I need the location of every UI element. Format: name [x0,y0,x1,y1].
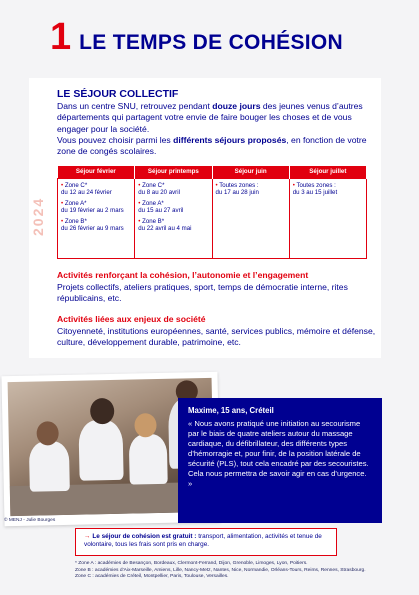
table-header: Séjour juin [212,166,289,178]
note-bold: Le séjour de cohésion est gratuit : [92,533,197,540]
table-header: Séjour juillet [289,166,366,178]
sejour-table [57,166,367,259]
intro-text: des jeunes venus d’autres départements qui partagent votre envie de faire bouger les choses et de vous engager pour la société. [57,101,363,134]
table-header: Séjour février [58,166,135,178]
table-header: Séjour printemps [135,166,212,178]
table-cell [135,178,212,258]
footnote-line: Zone B : académies d’Aix-Marseille, Amiens, Lille, Nancy-Metz, Nantes, Nice, Normandie, Orléans-Tours, Reims, Rennes, Strasbourg. [75,567,366,573]
zone-entry: • Zone C* du 12 au 24 février [61,181,112,197]
zone-entry: • Toutes zones : du 17 au 28 juin [215,181,259,197]
intro-bold: différents séjours proposés [173,134,287,145]
photo-person [78,420,123,481]
activity-title-cohesion: Activités renforçant la cohésion, l’autonomie et l’engagement [57,270,309,280]
zone-entry: • Zone A* du 19 février au 2 mars [61,199,124,215]
arrow-icon: → [84,533,91,540]
intro-bold: douze jours [212,101,261,111]
year-label: 2024 [30,196,46,236]
zone-entry: • Zone C* du 8 au 20 avril [138,181,180,197]
sejour-intro [57,101,377,157]
photo-person [129,434,168,485]
note-text: transport, alimentation, activités et tenue de volontaire, tous les frais sont pris en charge. [84,533,322,549]
intro-text: Dans un centre SNU, retrouvez pendant [57,101,213,111]
table-cell [212,178,289,258]
footnote-line: * Zone A : académies de Besançon, Bordeaux, Clermont-Ferrand, Dijon, Grenoble, Limoges, Lyon, Poitiers. [75,561,308,566]
zone-entry: • Zone B* du 26 février au 9 mars [61,217,124,233]
intro-text: Vous pouvez choisir parmi les [57,134,174,145]
footnote-line: Zone C : académies de Créteil, Montpellier, Paris, Toulouse, Versailles. [75,574,229,580]
table-cell [58,178,135,258]
zone-entry: • Zone B* du 22 avril au 4 mai [138,217,192,233]
section-title: LE TEMPS DE COHÉSION [79,31,344,54]
activity-title-societe: Activités liées aux enjeux de société [57,314,206,324]
section-number: 1 [50,16,72,58]
zone-entry: • Zone A* du 15 au 27 avril [138,199,184,215]
testimonial-box [178,398,382,523]
activity-body-cohesion: Projets collectifs, ateliers pratiques, sport, temps de démocratie interne, rites républicains, etc. [57,282,348,304]
activity-body-societe: Citoyenneté, institutions européennes, santé, services publics, mémoire et défense, culture, développement durable, patrimoine, etc. [57,326,376,348]
gratuit-note [75,528,337,556]
photo-credit: © MENJ - Julie Bourges [4,518,56,523]
photo-person [29,441,70,492]
testimonial-author: Maxime, 15 ans, Créteil [188,406,274,415]
page-title [50,18,343,56]
zone-entry: • Toutes zones : du 3 au 15 juillet [292,181,338,197]
testimonial-quote: « Nous avons pratiqué une initiation au secourisme par le biais de quatre ateliers autour du massage cardiaque, du défibrillateur, des différents types d’hémorragie et, pour finir, de la position latérale de sécurité (PLS), tout cela encadré par des secouristes. Cela nous permettra de savoir agir en cas d’urgence. » [188,419,369,488]
intro-text: , en fonction de votre zone de congés scolaires. [57,134,367,157]
table-cell [289,178,366,258]
sejour-title: LE SÉJOUR COLLECTIF [57,88,179,100]
zone-footnotes [75,561,395,581]
